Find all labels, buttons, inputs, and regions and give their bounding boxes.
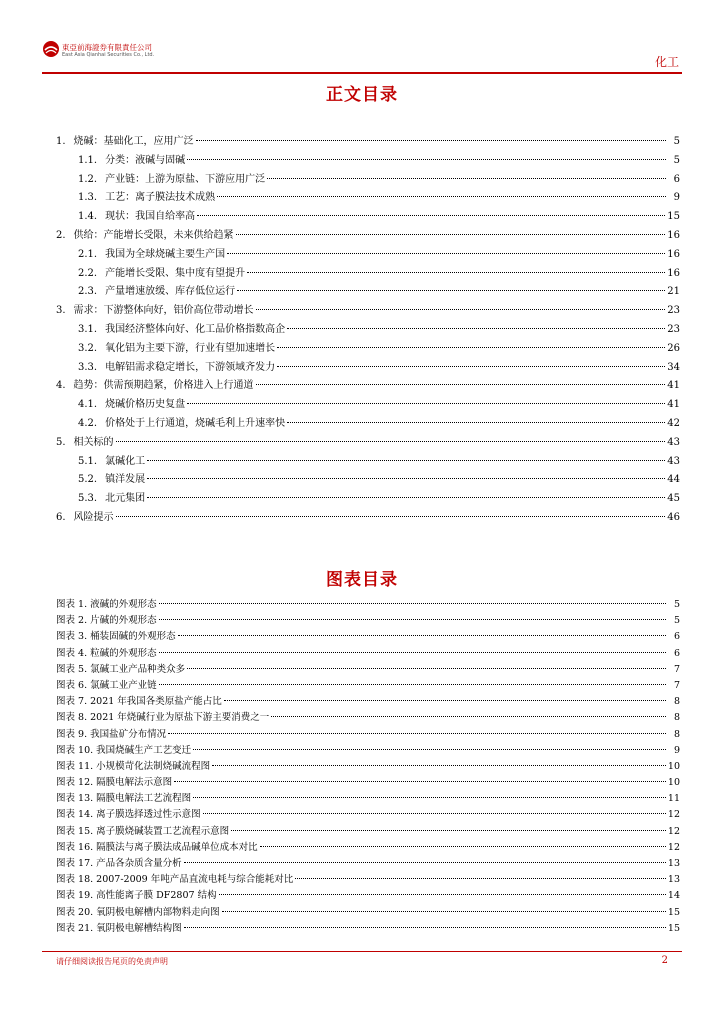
- toc-entry-text: 我国为全球烧碱主要生产国: [105, 248, 226, 260]
- toc-entry-text: 风险提示: [73, 511, 114, 523]
- dot-leader: [271, 716, 666, 717]
- figure-entry-page: 5: [673, 615, 680, 627]
- dot-leader: [147, 497, 665, 498]
- brand-name-cn: 東亞前海證券有限責任公司: [62, 43, 152, 52]
- dot-leader: [159, 652, 666, 653]
- dot-leader: [222, 911, 666, 912]
- dot-leader: [184, 862, 666, 863]
- dot-leader: [231, 830, 666, 831]
- toc-entry-text: 镇洋发展: [105, 474, 146, 486]
- figure-entry-page: 6: [673, 647, 680, 659]
- figure-entry-page: 8: [673, 696, 680, 708]
- figure-entry-text: 图表 10. 我国烧碱生产工艺变迁: [56, 744, 192, 756]
- figure-entry[interactable]: [56, 774, 680, 790]
- figure-entry-page: 12: [667, 809, 680, 821]
- toc-entry-page: 44: [667, 474, 680, 486]
- toc-entry-page: 5: [673, 154, 680, 166]
- figure-entry-page: 8: [673, 712, 680, 724]
- figure-entry-page: 15: [667, 906, 680, 918]
- figure-entry-text: 图表 7. 2021 年我国各类原盐产能占比: [56, 696, 222, 708]
- toc-entry-number: 4.2.: [78, 417, 98, 429]
- figure-entry-page: 9: [673, 744, 680, 756]
- figure-entry[interactable]: [56, 661, 680, 677]
- dot-leader: [277, 366, 665, 367]
- toc-entry[interactable]: [56, 452, 680, 471]
- toc-entry[interactable]: [56, 339, 680, 358]
- dot-leader: [247, 272, 665, 273]
- dot-leader: [203, 813, 666, 814]
- toc-entry-page: 15: [667, 211, 680, 223]
- table-of-contents: [56, 132, 680, 527]
- figure-entry-page: 8: [673, 728, 680, 740]
- toc-entry-text: 相关标的: [73, 436, 114, 448]
- figure-entry-page: 13: [667, 858, 680, 869]
- dot-leader: [277, 347, 665, 348]
- figure-entry[interactable]: [56, 596, 680, 612]
- figure-entry[interactable]: [56, 677, 680, 693]
- toc-entry-page: 16: [667, 267, 680, 279]
- toc-entry-text: 供给：产能增长受限，未来供给趋紧: [73, 229, 234, 241]
- toc-entry[interactable]: [56, 358, 680, 377]
- toc-entry-number: 6.: [56, 511, 66, 523]
- dot-leader: [219, 894, 666, 895]
- dot-leader: [260, 846, 666, 847]
- figure-entry-text: 图表 20. 氧阴极电解槽内部物料走向图: [56, 906, 220, 918]
- figure-entry[interactable]: [56, 628, 680, 644]
- figure-entry-text: 图表 1. 液碱的外观形态: [56, 599, 157, 610]
- figure-entry[interactable]: [56, 709, 680, 725]
- figure-entry[interactable]: [56, 920, 680, 936]
- dot-leader: [256, 384, 666, 385]
- dot-leader: [184, 927, 666, 928]
- toc-entry-text: 产量增速放缓、库存低位运行: [105, 286, 236, 298]
- toc-entry[interactable]: [56, 226, 680, 245]
- figure-entry[interactable]: [56, 904, 680, 920]
- toc-entry-page: 41: [667, 399, 680, 411]
- figure-entry-page: 13: [667, 874, 680, 886]
- toc-entry-number: 2.1.: [78, 248, 98, 260]
- toc-entry-text: 现状：我国自给率高: [105, 211, 196, 223]
- dot-leader: [287, 422, 665, 423]
- toc-entry[interactable]: [56, 376, 680, 395]
- figure-entry-text: 图表 18. 2007-2009 年吨产品直流电耗与综合能耗对比: [56, 874, 294, 886]
- toc-entry[interactable]: [56, 188, 680, 207]
- figure-entry-text: 图表 14. 离子膜选择透过性示意图: [56, 809, 201, 821]
- toc-entry-number: 2.: [56, 229, 66, 241]
- dot-leader: [147, 478, 665, 479]
- dot-leader: [267, 178, 666, 179]
- dot-leader: [295, 878, 666, 879]
- toc-entry[interactable]: [56, 320, 680, 339]
- toc-entry-number: 1.1.: [78, 154, 98, 166]
- figure-entry-text: 图表 3. 桶装固碱的外观形态: [56, 631, 176, 643]
- dot-leader: [227, 253, 665, 254]
- toc-entry[interactable]: [56, 489, 680, 508]
- dot-leader: [193, 749, 666, 750]
- figure-entry-text: 图表 5. 氯碱工业产品种类众多: [56, 663, 186, 675]
- figure-entry-text: 图表 2. 片碱的外观形态: [56, 615, 157, 627]
- dot-leader: [178, 635, 666, 636]
- toc-entry[interactable]: [56, 508, 680, 527]
- toc-entry-number: 3.: [56, 305, 66, 317]
- toc-entry-number: 2.2.: [78, 267, 98, 279]
- toc-entry-page: 43: [667, 455, 680, 467]
- dot-leader: [159, 603, 666, 604]
- dot-leader: [147, 460, 665, 461]
- figure-entry-page: 12: [667, 825, 680, 837]
- toc-entry-text: 价格处于上行通道，烧碱毛利上升速率快: [105, 417, 286, 429]
- figure-entry-page: 11: [667, 793, 680, 805]
- toc-entry[interactable]: [56, 282, 680, 301]
- toc-entry-text: 产业链：上游为原盐、下游应用广泛: [105, 173, 266, 185]
- dot-leader: [217, 196, 666, 197]
- figure-entry[interactable]: [56, 887, 680, 903]
- figure-entry[interactable]: [56, 839, 680, 855]
- dot-leader: [193, 797, 666, 798]
- figure-entry[interactable]: [56, 806, 680, 822]
- toc-entry[interactable]: [56, 301, 680, 320]
- dot-leader: [197, 215, 665, 216]
- figures-title: 图表目录: [326, 570, 398, 590]
- figure-entry-text: 图表 17. 产品各杂质含量分析: [56, 858, 182, 869]
- toc-entry-number: 1.3.: [78, 192, 98, 204]
- toc-entry-number: 1.: [56, 136, 66, 147]
- toc-entry-page: 6: [673, 173, 680, 185]
- dot-leader: [159, 619, 666, 620]
- toc-entry[interactable]: [56, 433, 680, 452]
- page-number: 2: [661, 955, 668, 966]
- toc-entry-page: 43: [667, 436, 680, 448]
- dot-leader: [196, 140, 666, 141]
- figure-entry-page: 7: [673, 679, 680, 691]
- figure-entry-page: 15: [667, 922, 680, 934]
- figure-entry-text: 图表 16. 隔膜法与离子膜法成品碱单位成本对比: [56, 841, 258, 853]
- header-divider: [42, 72, 682, 74]
- toc-entry-text: 烧碱价格历史复盘: [105, 399, 186, 411]
- toc-entry[interactable]: [56, 132, 680, 151]
- figure-entry-text: 图表 11. 小规模苛化法制烧碱流程图: [56, 760, 211, 772]
- toc-entry-page: 45: [667, 493, 680, 505]
- toc-entry-text: 电解铝需求稳定增长，下游领域齐发力: [105, 361, 276, 373]
- figure-entry-text: 图表 21. 氧阴极电解槽结构图: [56, 922, 182, 934]
- toc-entry[interactable]: [56, 151, 680, 170]
- figure-entry-text: 图表 9. 我国盐矿分布情况: [56, 728, 167, 740]
- toc-entry-text: 我国经济整体向好、化工品价格指数高企: [105, 323, 286, 335]
- figure-entry-page: 6: [673, 631, 680, 643]
- figure-entry-text: 图表 12. 隔膜电解法示意图: [56, 777, 173, 789]
- toc-entry-page: 5: [673, 136, 680, 147]
- dot-leader: [212, 765, 666, 766]
- figure-entry-page: 10: [667, 777, 680, 789]
- dot-leader: [116, 441, 666, 442]
- figure-entry-text: 图表 6. 氯碱工业产业链: [56, 679, 157, 691]
- toc-entry-page: 41: [667, 380, 680, 392]
- dot-leader: [174, 781, 666, 782]
- dot-leader: [237, 290, 665, 291]
- figure-entry-text: 图表 19. 高性能离子膜 DF2807 结构: [56, 890, 217, 902]
- dot-leader: [168, 733, 666, 734]
- figure-entry[interactable]: [56, 645, 680, 661]
- footer-divider: [42, 951, 682, 952]
- toc-entry-text: 氯碱化工: [105, 455, 146, 467]
- figure-entry[interactable]: [56, 693, 680, 709]
- dot-leader: [116, 516, 666, 517]
- toc-entry[interactable]: [56, 245, 680, 264]
- figure-entry[interactable]: [56, 823, 680, 839]
- toc-entry-page: 42: [667, 417, 680, 429]
- toc-entry-number: 5.1.: [78, 455, 98, 467]
- toc-entry-text: 氧化铝为主要下游，行业有望加速增长: [105, 342, 276, 354]
- toc-entry[interactable]: [56, 414, 680, 433]
- figure-entry-page: 12: [667, 841, 680, 853]
- page-header: [0, 0, 724, 80]
- toc-entry-number: 3.2.: [78, 342, 98, 354]
- toc-entry-number: 1.2.: [78, 173, 98, 185]
- toc-entry-number: 4.1.: [78, 399, 98, 411]
- toc-entry-page: 26: [667, 342, 680, 354]
- dot-leader: [224, 700, 666, 701]
- figure-entry[interactable]: [56, 612, 680, 628]
- figure-entry[interactable]: [56, 855, 680, 871]
- dot-leader: [236, 234, 666, 235]
- toc-entry-page: 21: [667, 286, 680, 298]
- toc-entry-page: 34: [667, 361, 680, 373]
- toc-entry-number: 5.3.: [78, 493, 98, 505]
- toc-entry-number: 4.: [56, 380, 66, 392]
- figure-entry-page: 7: [673, 663, 680, 675]
- figure-entry[interactable]: [56, 790, 680, 806]
- toc-entry-text: 趋势：供需预期趋紧，价格进入上行通道: [73, 380, 254, 392]
- toc-entry[interactable]: [56, 395, 680, 414]
- figure-entry[interactable]: [56, 871, 680, 887]
- toc-title: 正文目录: [326, 85, 398, 105]
- toc-entry-number: 1.4.: [78, 211, 98, 223]
- toc-entry-text: 分类：液碱与固碱: [105, 154, 186, 166]
- toc-entry-page: 46: [667, 511, 680, 523]
- figure-entry[interactable]: [56, 726, 680, 742]
- dot-leader: [256, 309, 666, 310]
- toc-entry-text: 产能增长受限、集中度有望提升: [105, 267, 246, 279]
- toc-entry-text: 烧碱：基础化工，应用广泛: [73, 136, 194, 147]
- toc-entry-number: 5.2.: [78, 474, 98, 486]
- toc-entry-text: 北元集团: [105, 493, 146, 505]
- figure-entry-page: 5: [673, 599, 680, 610]
- figure-entry[interactable]: [56, 742, 680, 758]
- figure-entry-text: 图表 13. 隔膜电解法工艺流程图: [56, 793, 192, 805]
- toc-entry[interactable]: [56, 207, 680, 226]
- toc-entry-page: 23: [667, 323, 680, 335]
- dot-leader: [287, 328, 665, 329]
- toc-entry-number: 5.: [56, 436, 66, 448]
- figure-entry-text: 图表 8. 2021 年烧碱行业为原盐下游主要消费之一: [56, 712, 270, 724]
- figure-entry-page: 14: [667, 890, 680, 902]
- toc-entry-page: 23: [667, 305, 680, 317]
- footer-disclaimer: 请仔细阅读报告尾页的免责声明: [56, 957, 168, 966]
- toc-entry-number: 3.3.: [78, 361, 98, 373]
- toc-entry-page: 16: [667, 229, 680, 241]
- figure-entry-text: 图表 15. 离子膜烧碱装置工艺流程示意图: [56, 825, 230, 837]
- dot-leader: [159, 684, 666, 685]
- figure-entry[interactable]: [56, 758, 680, 774]
- dot-leader: [187, 403, 665, 404]
- toc-entry[interactable]: [56, 170, 680, 189]
- toc-entry-page: 16: [667, 248, 680, 260]
- company-logo-icon: [42, 40, 60, 58]
- brand-name-en: East Asia Qianhai Securities Co., Ltd.: [62, 52, 155, 58]
- toc-entry[interactable]: [56, 470, 680, 489]
- toc-entry-text: 需求：下游整体向好，铝价高位带动增长: [73, 305, 254, 317]
- toc-entry-page: 9: [673, 192, 680, 204]
- toc-entry-number: 2.3.: [78, 286, 98, 298]
- figures-list: [56, 596, 680, 936]
- sector-label: 化工: [654, 55, 679, 69]
- figure-entry-page: 10: [667, 760, 680, 772]
- figure-entry-text: 图表 4. 粒碱的外观形态: [56, 647, 157, 659]
- toc-entry-number: 3.1.: [78, 323, 98, 335]
- dot-leader: [187, 159, 666, 160]
- toc-entry-text: 工艺：离子膜法技术成熟: [105, 192, 216, 204]
- dot-leader: [187, 668, 666, 669]
- toc-entry[interactable]: [56, 264, 680, 283]
